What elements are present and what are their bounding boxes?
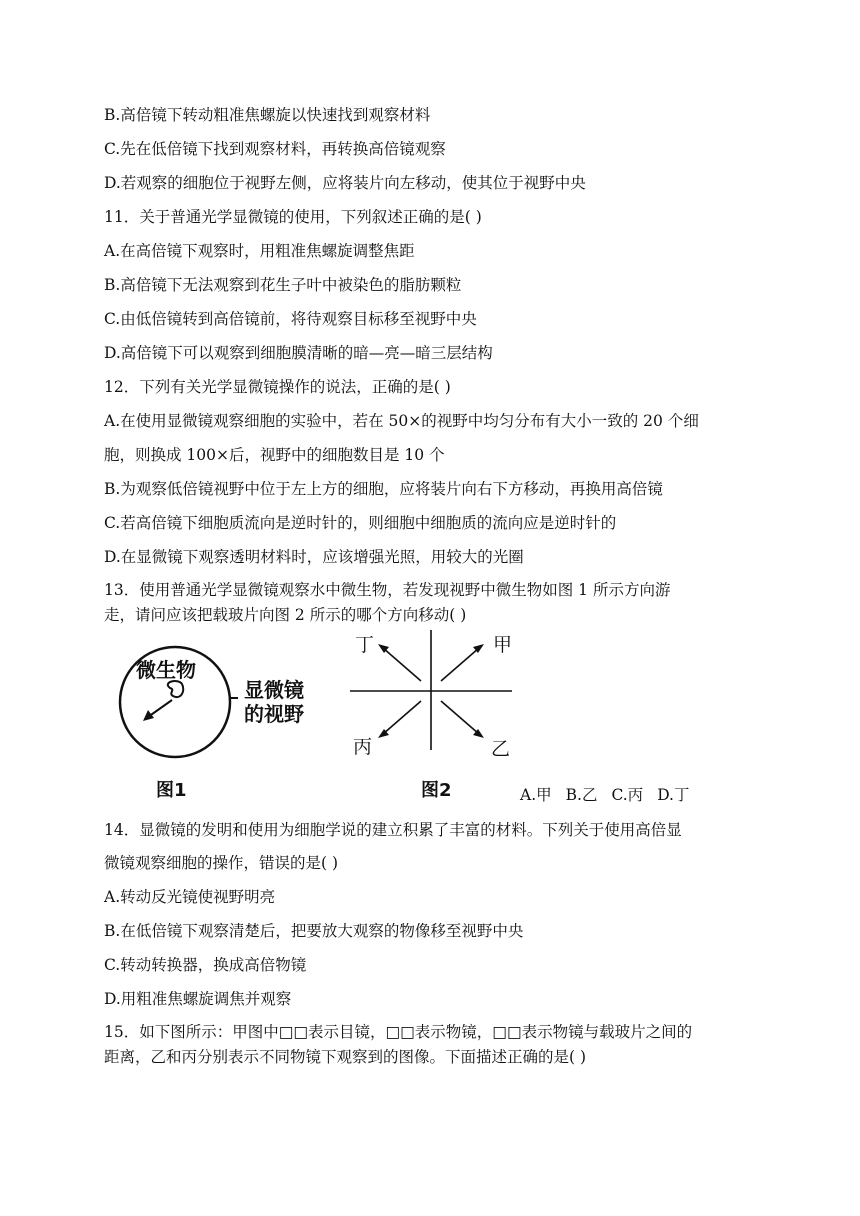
field-label-line1: 显微镜 (244, 678, 304, 702)
direction-yi: 乙 (491, 738, 511, 760)
question-13-options (520, 784, 704, 806)
text-line: D.用粗准焦螺旋调焦并观察 (104, 990, 292, 1008)
text-line: B.高倍镜下无法观察到花生子叶中被染色的脂肪颗粒 (104, 276, 462, 294)
figure-2 (345, 628, 525, 803)
option-a: A.甲 (520, 786, 552, 804)
text-line: 胞，则换成 100×后，视野中的细胞数目是 10 个 (104, 446, 445, 464)
direction-jia: 甲 (493, 634, 513, 656)
text-line: C.由低倍镜转到高倍镜前，将待观察目标移至视野中央 (104, 310, 477, 328)
option-c: C.丙 (611, 786, 644, 804)
text-line: B.高倍镜下转动粗准焦螺旋以快速找到观察材料 (104, 106, 431, 124)
field-label-line2: 的视野 (244, 702, 304, 726)
direction-ding: 丁 (355, 634, 375, 656)
text-line: D.若观察的细胞位于视野左侧，应将装片向左移动，使其位于视野中央 (104, 174, 586, 192)
option-b: B.乙 (565, 786, 598, 804)
text-line: A.在使用显微镜观察细胞的实验中，若在 50×的视野中均匀分布有大小一致的 20 个细 (104, 412, 699, 430)
text-line: 距离，乙和丙分别表示不同物镜下观察到的图像。下面描述正确的是( ) (104, 1048, 587, 1066)
figure-1-caption: 图1 (156, 780, 187, 801)
figure-2-caption: 图2 (421, 780, 452, 801)
text-line: B.在低倍镜下观察清楚后，把要放大观察的物像移至视野中央 (104, 922, 524, 940)
text-line: 走，请问应该把载玻片向图 2 所示的哪个方向移动( ) (104, 606, 467, 624)
text-line: A.转动反光镜使视野明亮 (104, 888, 276, 906)
question-12-stem: 12．下列有关光学显微镜操作的说法，正确的是( ) (104, 378, 451, 396)
direction-bing: 丙 (353, 736, 373, 758)
text-line: D.在显微镜下观察透明材料时，应该增强光照，用较大的光圈 (104, 548, 524, 566)
text-line: D.高倍镜下可以观察到细胞膜清晰的暗—亮—暗三层结构 (104, 344, 493, 362)
text-line: A.在高倍镜下观察时，用粗准焦螺旋调整焦距 (104, 242, 415, 260)
figure-1 (110, 630, 330, 805)
text-line: B.为观察低倍镜视野中位于左上方的细胞，应将装片向右下方移动，再换用高倍镜 (104, 480, 663, 498)
question-15-stem: 15．如下图所示：甲图中□□表示目镜，□□表示物镜，□□表示物镜与载玻片之间的 (104, 1023, 693, 1041)
microbe-label: 微生物 (136, 658, 196, 682)
question-11-stem: 11．关于普通光学显微镜的使用，下列叙述正确的是( ) (104, 208, 482, 226)
text-line: C.若高倍镜下细胞质流向是逆时针的，则细胞中细胞质的流向应是逆时针的 (104, 514, 617, 532)
question-14-stem: 14．显微镜的发明和使用为细胞学说的建立积累了丰富的材料。下列关于使用高倍显 (104, 821, 682, 839)
question-13-stem: 13．使用普通光学显微镜观察水中微生物，若发现视野中微生物如图 1 所示方向游 (104, 581, 671, 599)
text-line: 微镜观察细胞的操作，错误的是( ) (104, 854, 339, 872)
text-line: C.先在低倍镜下找到观察材料，再转换高倍镜观察 (104, 140, 446, 158)
option-d: D.丁 (657, 786, 690, 804)
text-line: C.转动转换器，换成高倍物镜 (104, 956, 307, 974)
